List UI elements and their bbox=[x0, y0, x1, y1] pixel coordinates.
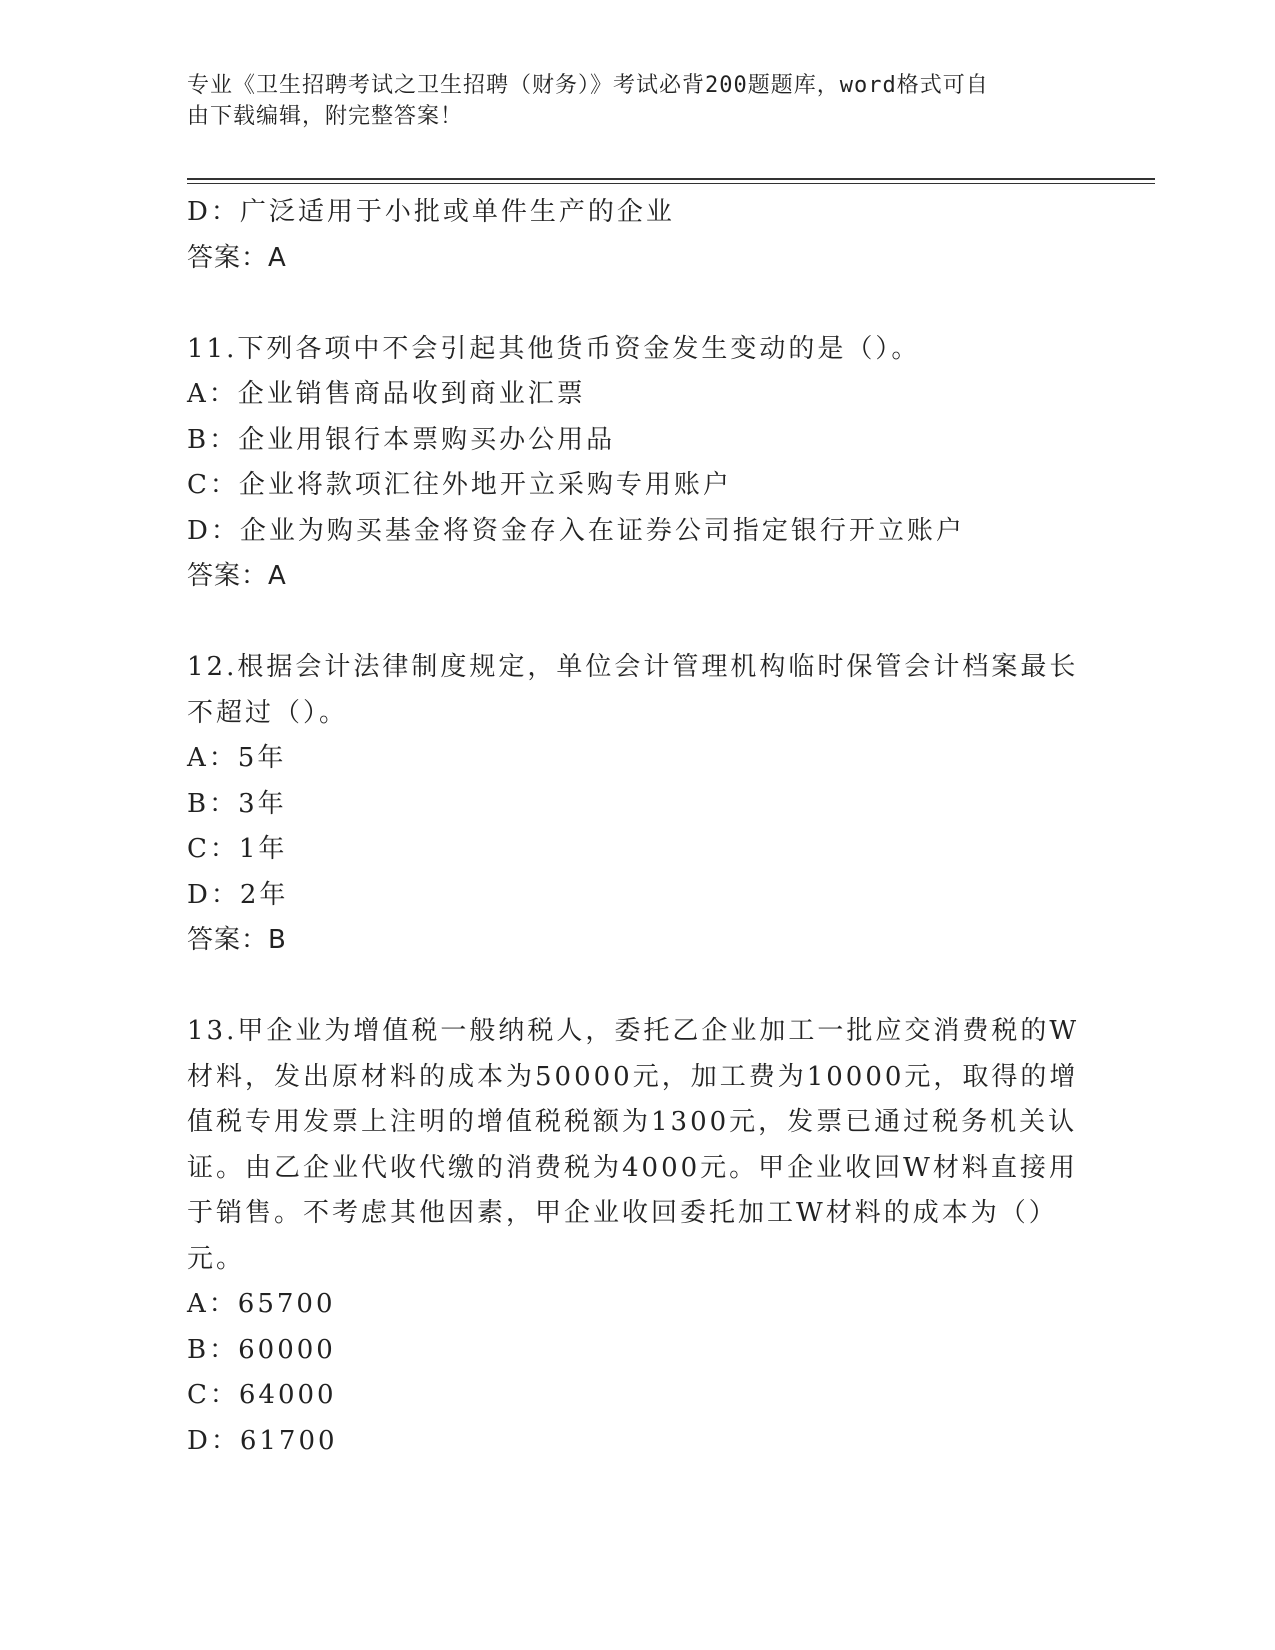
q13-option-d: D：61700 bbox=[187, 1425, 338, 1456]
q13-question-line-6: 元。 bbox=[187, 1243, 246, 1274]
q11-option-a: A：企业销售商品收到商业汇票 bbox=[187, 379, 586, 409]
header-line-1: 专业《卫生招聘考试之卫生招聘（财务）》考试必背200题题库，word格式可自 bbox=[187, 73, 989, 98]
q11-answer: 答案：A bbox=[187, 561, 287, 591]
q12-question-line-1: 12.根据会计法律制度规定，单位会计管理机构临时保管会计档案最长 bbox=[187, 652, 1079, 682]
q13-question-line-5: 于销售。不考虑其他因素，甲企业收回委托加工W材料的成本为（） bbox=[187, 1198, 1058, 1228]
header-divider-thin bbox=[187, 183, 1155, 184]
q11-option-c: C：企业将款项汇往外地开立采购专用账户 bbox=[187, 470, 732, 500]
spacer bbox=[187, 964, 1077, 1010]
spacer bbox=[187, 600, 1077, 646]
q12-option-a: A：5年 bbox=[187, 743, 287, 773]
q11-question: 11.下列各项中不会引起其他货币资金发生变动的是（）。 bbox=[187, 333, 921, 364]
q12-question-line-2: 不超过（）。 bbox=[187, 697, 349, 728]
prev-answer: 答案：A bbox=[187, 242, 287, 273]
q12-option-c: C：1年 bbox=[187, 834, 288, 864]
q12-option-d: D：2年 bbox=[187, 879, 289, 910]
q13-option-a: A：65700 bbox=[187, 1289, 336, 1319]
q13-option-b: B：60000 bbox=[187, 1334, 336, 1365]
q13-question-line-3: 值税专用发票上注明的增值税税额为1300元，发票已通过税务机关认 bbox=[187, 1107, 1078, 1137]
q11-option-d: D：企业为购买基金将资金存入在证券公司指定银行开立账户 bbox=[187, 515, 965, 546]
question-content bbox=[187, 190, 1080, 1464]
q12-option-b: B：3年 bbox=[187, 788, 287, 819]
q11-option-b: B：企业用银行本票购买办公用品 bbox=[187, 424, 616, 455]
header-divider-thick bbox=[187, 178, 1155, 180]
prev-option-d: D：广泛适用于小批或单件生产的企业 bbox=[187, 197, 675, 227]
q13-question-line-1: 13.甲企业为增值税一般纳税人，委托乙企业加工一批应交消费税的W bbox=[187, 1016, 1080, 1046]
q12-answer: 答案：B bbox=[187, 925, 287, 955]
q13-option-c: C：64000 bbox=[187, 1380, 337, 1410]
header-line-2: 由下载编辑，附完整答案！ bbox=[187, 104, 464, 129]
q13-question-line-2: 材料，发出原材料的成本为50000元，加工费为10000元，取得的增 bbox=[187, 1061, 1079, 1092]
spacer bbox=[187, 281, 1077, 327]
q13-question-line-4: 证。由乙企业代收代缴的消费税为4000元。甲企业收回W材料直接用 bbox=[187, 1152, 1078, 1183]
document-header bbox=[187, 70, 1067, 132]
